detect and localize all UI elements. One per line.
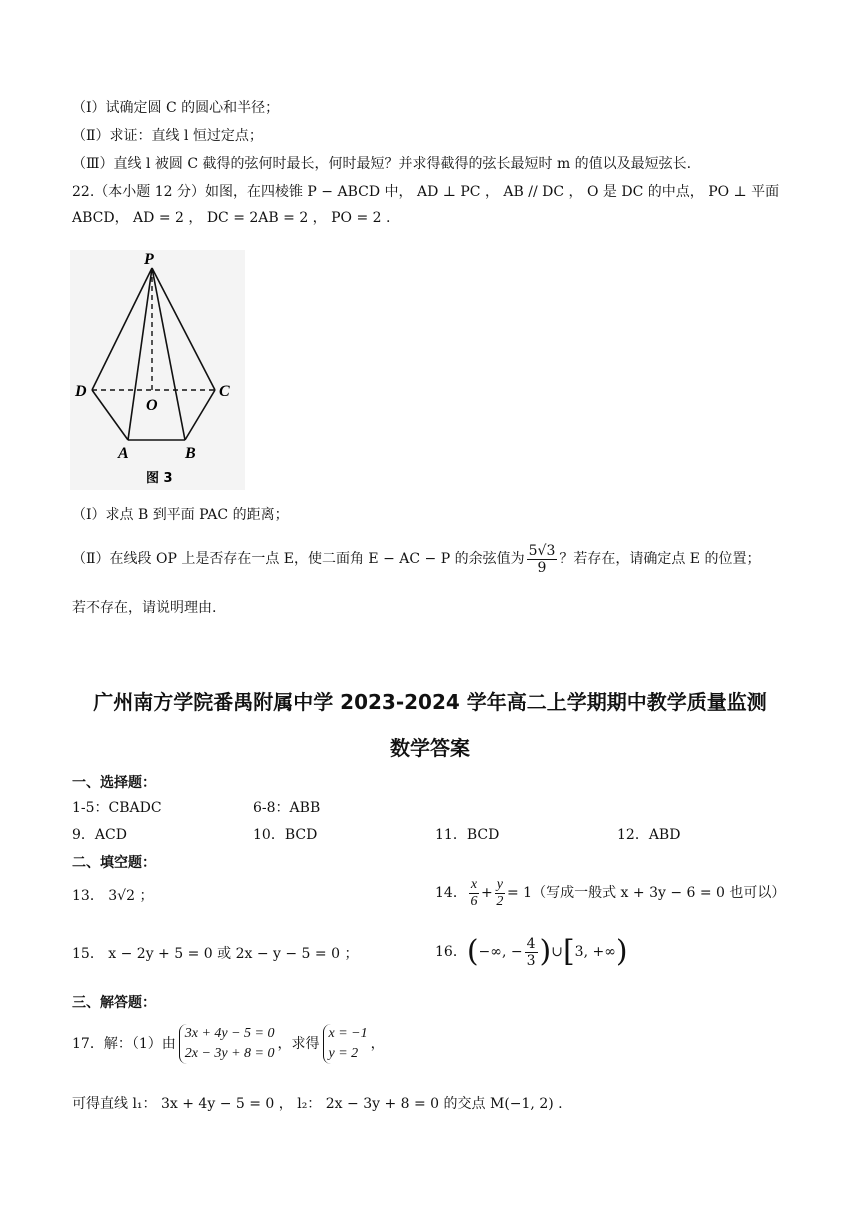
- answer-17-sol2: y = 2: [328, 1046, 359, 1061]
- section-choice: 一、选择题：: [72, 775, 156, 791]
- answer-14-suffix: = 1（写成一般式 x + 3y − 6 = 0 也可以）: [507, 885, 786, 901]
- label-D: D: [75, 383, 87, 400]
- answer-17-line2: 可得直线 l₁： 3x + 4y − 5 = 0 ， l₂： 2x − 3y + 8 = 0 的交点 M(−1, 2) .: [72, 1096, 563, 1112]
- answer-16: 16．(−∞, − $\frac{4}{3}$ )∪[3, +∞): [435, 934, 628, 969]
- answer-17-solution: [323, 1024, 368, 1064]
- q22-part2-line2: 若不存在，请说明理由.: [72, 600, 217, 616]
- answer-14: [435, 876, 785, 910]
- answer-17-system: [179, 1024, 275, 1064]
- q22-cos-fraction: [527, 543, 558, 576]
- answer-16-a: −∞, −: [478, 944, 523, 960]
- q21-part2: （Ⅱ）求证：直线 l 恒过定点；: [72, 128, 263, 144]
- answer-16-prefix: 16．: [435, 944, 467, 960]
- answer-16-c: 3, +∞: [574, 944, 616, 960]
- answer-17-mid: ，求得: [277, 1036, 320, 1052]
- label-B: B: [185, 445, 196, 462]
- answer-11: 11．BCD: [435, 827, 500, 843]
- q21-part3: （Ⅲ）直线 l 被圆 C 截得的弦何时最长，何时最短？并求得截得的弦长最短时 m 的值以及最短弦长.: [72, 156, 692, 172]
- q21-part1: （Ⅰ）试确定圆 C 的圆心和半径；: [72, 100, 280, 116]
- label-P: P: [144, 251, 154, 268]
- figure-caption: 图 3: [146, 471, 173, 486]
- answer-14-frac2-den: 2: [496, 893, 504, 909]
- q22-part2-text-a: （Ⅱ）在线段 OP 上是否存在一点 E，使二面角 E − AC − P 的余弦值为: [72, 551, 525, 567]
- q22-frac-den: 9: [537, 559, 547, 576]
- answer-6-8: 6-8：ABB: [253, 800, 321, 816]
- answer-17-line1: [72, 1022, 385, 1066]
- label-C: C: [219, 383, 230, 400]
- q22-frac-num: 5√3: [528, 542, 556, 559]
- answer-14-prefix: 14．: [435, 885, 467, 901]
- section-solutions: 三、解答题：: [72, 995, 156, 1011]
- q22-part1: （Ⅰ）求点 B 到平面 PAC 的距离；: [72, 507, 289, 523]
- answer-14-frac1-num: x: [470, 876, 478, 892]
- answer-14-frac2-num: y: [496, 876, 503, 892]
- answer-16-frac: [525, 936, 538, 969]
- answer-10: 10．BCD: [253, 827, 318, 843]
- answer-17-eq2: 2x − 3y + 8 = 0: [184, 1046, 275, 1061]
- answer-16-num: 4: [526, 935, 536, 952]
- answer-1-5: 1-5：CBADC: [72, 800, 162, 816]
- q22-stem-line1: 22.（本小题 12 分）如图，在四棱锥 P − ABCD 中， AD ⊥ PC ， AB // DC ， O 是 DC 的中点， PO ⊥ 平面: [72, 184, 780, 200]
- section-fill: 二、填空题：: [72, 855, 156, 871]
- answers-title: 广州南方学院番禺附属中学 2023-2024 学年高二上学期期中教学质量监测: [93, 690, 767, 714]
- answer-17-eq1: 3x + 4y − 5 = 0: [184, 1026, 275, 1041]
- label-A: A: [118, 445, 129, 462]
- pyramid-figure: [70, 250, 245, 490]
- answer-17-prefix: 17．解：（1）由: [72, 1036, 176, 1052]
- answer-14-frac1-den: 6: [470, 893, 478, 909]
- q22-part2-text-b: ？若存在，请确定点 E 的位置；: [559, 551, 761, 567]
- q22-stem-line2: ABCD， AD = 2 ， DC = 2AB = 2 ， PO = 2 .: [72, 210, 391, 226]
- answer-14-frac1: [469, 877, 479, 910]
- q22-part2-line1: [72, 542, 760, 576]
- answers-subtitle: 数学答案: [390, 736, 470, 760]
- answer-14-plus: +: [481, 885, 493, 901]
- answer-15: 15． x − 2y + 5 = 0 或 2x − y − 5 = 0 ；: [72, 946, 359, 962]
- answer-16-union: ∪: [551, 944, 563, 960]
- answer-13: 13． 3√2 ；: [72, 888, 154, 904]
- answer-9: 9．ACD: [72, 827, 127, 843]
- answer-17-end: ，: [370, 1036, 385, 1052]
- answer-12: 12．ABD: [617, 827, 681, 843]
- answer-16-den: 3: [526, 952, 536, 969]
- label-O: O: [146, 397, 158, 414]
- answer-17-sol1: x = −1: [328, 1026, 368, 1041]
- answer-14-frac2: [495, 877, 505, 910]
